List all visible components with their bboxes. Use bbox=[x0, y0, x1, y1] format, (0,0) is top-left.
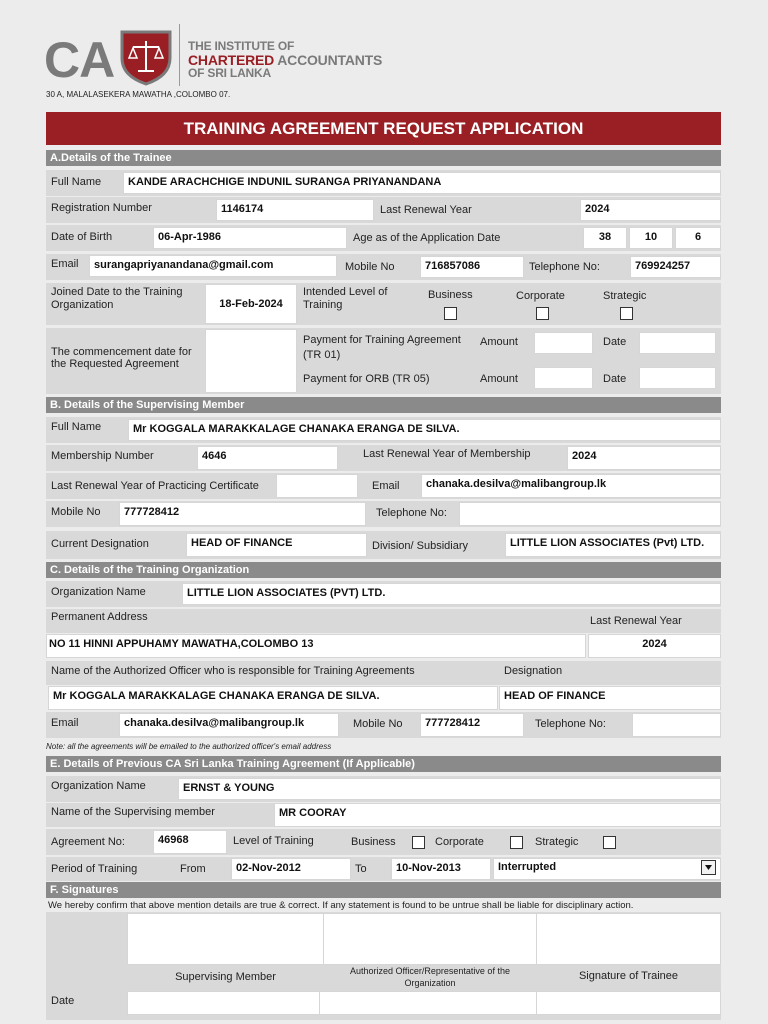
officer-designation-label: Designation bbox=[504, 665, 563, 677]
form-title: TRAINING AGREEMENT REQUEST APPLICATION bbox=[46, 112, 721, 145]
org-name-label: Organization Name bbox=[51, 586, 146, 598]
institute-accountants: ACCOUNTANTS bbox=[274, 52, 383, 68]
amount-tr01-label: Amount bbox=[480, 336, 518, 348]
date-tr01-field[interactable] bbox=[639, 332, 716, 354]
sig-supervising-label: Supervising Member bbox=[175, 971, 276, 983]
trainee-full-name-label: Full Name bbox=[51, 176, 102, 188]
prev-level-corporate-label: Corporate bbox=[435, 836, 484, 848]
renewal-membership-field[interactable]: 2024 bbox=[567, 446, 721, 470]
authorized-officer-field[interactable]: Mr KOGGALA MARAKKALAGE CHANAKA ERANGA DE SILVA. bbox=[48, 686, 498, 710]
age-months-field[interactable]: 10 bbox=[629, 227, 673, 249]
registration-number-field[interactable]: 1146174 bbox=[216, 199, 374, 221]
trainee-last-renewal-label: Last Renewal Year bbox=[380, 204, 472, 216]
supervisor-email-field[interactable]: chanaka.desilva@malibangroup.lk bbox=[421, 474, 721, 498]
supervisor-mobile-label: Mobile No bbox=[51, 506, 101, 518]
supervisor-mobile-field[interactable]: 777728412 bbox=[119, 502, 366, 526]
signature-box-officer[interactable] bbox=[323, 913, 537, 965]
division-field[interactable]: LITTLE LION ASSOCIATES (Pvt) LTD. bbox=[505, 533, 721, 557]
prev-level-business-label: Business bbox=[351, 836, 396, 848]
period-label: Period of Training bbox=[51, 863, 138, 875]
institute-chartered: CHARTERED bbox=[188, 52, 275, 68]
institute-line-1: THE INSTITUTE OF bbox=[188, 39, 295, 53]
dob-field[interactable]: 06-Apr-1986 bbox=[153, 227, 347, 249]
registration-number-label: Registration Number bbox=[51, 202, 152, 214]
officer-mobile-label: Mobile No bbox=[353, 718, 403, 730]
sig-officer-label: Authorized Officer/Representative of the Organization bbox=[350, 966, 510, 988]
age-days-field[interactable]: 6 bbox=[675, 227, 721, 249]
prev-level-label: Level of Training bbox=[233, 835, 314, 847]
renewal-certificate-field[interactable] bbox=[276, 474, 358, 498]
date-supervising-field[interactable] bbox=[127, 991, 320, 1015]
shield-scales-icon bbox=[118, 28, 174, 86]
officer-email-field[interactable]: chanaka.desilva@malibangroup.lk bbox=[119, 713, 339, 737]
confirmation-statement: We hereby confirm that above mention details are true & correct. If any statement is found to be untrue shall be liable for disciplinary action. bbox=[48, 900, 634, 911]
membership-number-label: Membership Number bbox=[51, 450, 154, 462]
renewal-membership-label: Last Renewal Year of Membership bbox=[363, 448, 531, 460]
joined-date-field[interactable]: 18-Feb-2024 bbox=[205, 284, 297, 324]
prev-level-strategic-label: Strategic bbox=[535, 836, 579, 848]
prev-level-strategic-checkbox[interactable] bbox=[603, 836, 616, 849]
amount-orb-label: Amount bbox=[480, 373, 518, 385]
section-f-heading: F. Signatures bbox=[46, 882, 721, 898]
org-renewal-field[interactable]: 2024 bbox=[588, 634, 721, 658]
from-date-field[interactable]: 02-Nov-2012 bbox=[231, 858, 351, 880]
date-trainee-field[interactable] bbox=[536, 991, 721, 1015]
status-selected-value: Interrupted bbox=[498, 861, 557, 873]
trainee-telephone-label: Telephone No: bbox=[529, 261, 600, 273]
logo-ca-letters: CA bbox=[44, 32, 115, 88]
institute-line-3: OF SRI LANKA bbox=[188, 66, 271, 80]
authorized-officer-label: Name of the Authorized Officer who is responsible for Training Agreements bbox=[51, 665, 415, 677]
membership-number-field[interactable]: 4646 bbox=[197, 446, 338, 470]
division-label: Division/ Subsidiary bbox=[372, 540, 468, 552]
date-tr01-label: Date bbox=[603, 336, 627, 348]
agreement-no-label: Agreement No: bbox=[51, 836, 125, 848]
level-corporate-checkbox[interactable] bbox=[536, 307, 549, 320]
trainee-email-field[interactable]: surangapriyanandana@gmail.com bbox=[89, 255, 337, 277]
org-name-field[interactable]: LITTLE LION ASSOCIATES (PVT) LTD. bbox=[182, 583, 721, 605]
trainee-full-name-field[interactable]: KANDE ARACHCHIGE INDUNIL SURANGA PRIYANANDANA bbox=[123, 172, 721, 194]
date-officer-field[interactable] bbox=[319, 991, 537, 1015]
commencement-date-label: The commencement date for the Requested Agreement bbox=[51, 346, 192, 370]
designation-label: Current Designation bbox=[51, 538, 149, 550]
section-b-heading: B. Details of the Supervising Member bbox=[46, 397, 721, 413]
prev-org-label: Organization Name bbox=[51, 780, 146, 792]
dob-label: Date of Birth bbox=[51, 231, 113, 243]
intended-level-label: Intended Level of Training bbox=[303, 286, 388, 311]
section-a-heading: A.Details of the Trainee bbox=[46, 150, 721, 166]
payment-orb-label: Payment for ORB (TR 05) bbox=[303, 373, 430, 385]
supervisor-email-label: Email bbox=[372, 480, 400, 492]
joined-date-label: Joined Date to the Training Organization bbox=[51, 286, 183, 311]
signature-box-trainee[interactable] bbox=[536, 913, 721, 965]
date-orb-field[interactable] bbox=[639, 367, 716, 389]
officer-email-label: Email bbox=[51, 717, 79, 729]
level-strategic-checkbox[interactable] bbox=[620, 307, 633, 320]
permanent-address-label: Permanent Address bbox=[51, 611, 148, 623]
prev-supervisor-label: Name of the Supervising member bbox=[51, 806, 215, 818]
from-label: From bbox=[180, 863, 206, 875]
officer-telephone-field[interactable] bbox=[632, 713, 721, 737]
status-select[interactable] bbox=[493, 858, 721, 880]
permanent-address-field[interactable]: NO 11 HINNI APPUHAMY MAWATHA,COLOMBO 13 bbox=[46, 634, 586, 658]
section-e-heading: E. Details of Previous CA Sri Lanka Training Agreement (If Applicable) bbox=[46, 756, 721, 772]
amount-tr01-field[interactable] bbox=[534, 332, 593, 354]
prev-supervisor-field[interactable]: MR COORAY bbox=[274, 803, 721, 827]
amount-orb-field[interactable] bbox=[534, 367, 593, 389]
level-corporate-label: Corporate bbox=[516, 290, 565, 302]
designation-field[interactable]: HEAD OF FINANCE bbox=[186, 533, 367, 557]
supervisor-full-name-label: Full Name bbox=[51, 421, 102, 433]
dropdown-arrow-icon[interactable] bbox=[701, 860, 716, 875]
officer-mobile-field[interactable]: 777728412 bbox=[420, 713, 524, 737]
level-strategic-label: Strategic bbox=[603, 290, 647, 302]
supervisor-telephone-field[interactable] bbox=[459, 502, 721, 526]
trainee-telephone-field[interactable]: 769924257 bbox=[630, 256, 721, 278]
age-years-field[interactable]: 38 bbox=[583, 227, 627, 249]
section-c-heading: C. Details of the Training Organization bbox=[46, 562, 721, 578]
trainee-email-label: Email bbox=[51, 258, 79, 270]
date-orb-label: Date bbox=[603, 373, 627, 385]
officer-designation-field[interactable]: HEAD OF FINANCE bbox=[499, 686, 721, 710]
org-renewal-label: Last Renewal Year bbox=[590, 615, 682, 627]
commencement-date-field[interactable] bbox=[205, 329, 297, 393]
trainee-mobile-label: Mobile No bbox=[345, 261, 395, 273]
officer-telephone-label: Telephone No: bbox=[535, 718, 606, 730]
signature-box-supervising[interactable] bbox=[127, 913, 324, 965]
logo-divider bbox=[179, 24, 180, 86]
email-note: Note: all the agreements will be emailed to the authorized officer's email address bbox=[46, 742, 332, 751]
supervisor-full-name-field[interactable]: Mr KOGGALA MARAKKALAGE CHANAKA ERANGA DE SILVA. bbox=[128, 419, 721, 441]
agreement-no-field[interactable]: 46968 bbox=[153, 830, 227, 854]
institute-address: 30 A, MALALASEKERA MAWATHA ,COLOMBO 07. bbox=[46, 90, 231, 99]
prev-level-corporate-checkbox[interactable] bbox=[510, 836, 523, 849]
prev-org-field[interactable]: ERNST & YOUNG bbox=[178, 778, 721, 800]
trainee-last-renewal-field[interactable]: 2024 bbox=[580, 199, 721, 221]
sig-date-label: Date bbox=[51, 995, 75, 1007]
trainee-mobile-field[interactable]: 716857086 bbox=[420, 256, 524, 278]
level-business-label: Business bbox=[428, 289, 473, 301]
level-business-checkbox[interactable] bbox=[444, 307, 457, 320]
supervisor-telephone-label: Telephone No: bbox=[376, 507, 447, 519]
payment-tr01-label: Payment for Training Agreement (TR 01) bbox=[303, 334, 461, 361]
prev-level-business-checkbox[interactable] bbox=[412, 836, 425, 849]
sig-trainee-label: Signature of Trainee bbox=[578, 970, 679, 982]
renewal-certificate-label: Last Renewal Year of Practicing Certificate bbox=[51, 480, 259, 492]
to-label: To bbox=[355, 863, 367, 875]
to-date-field[interactable]: 10-Nov-2013 bbox=[391, 858, 491, 880]
age-label: Age as of the Application Date bbox=[353, 232, 501, 244]
